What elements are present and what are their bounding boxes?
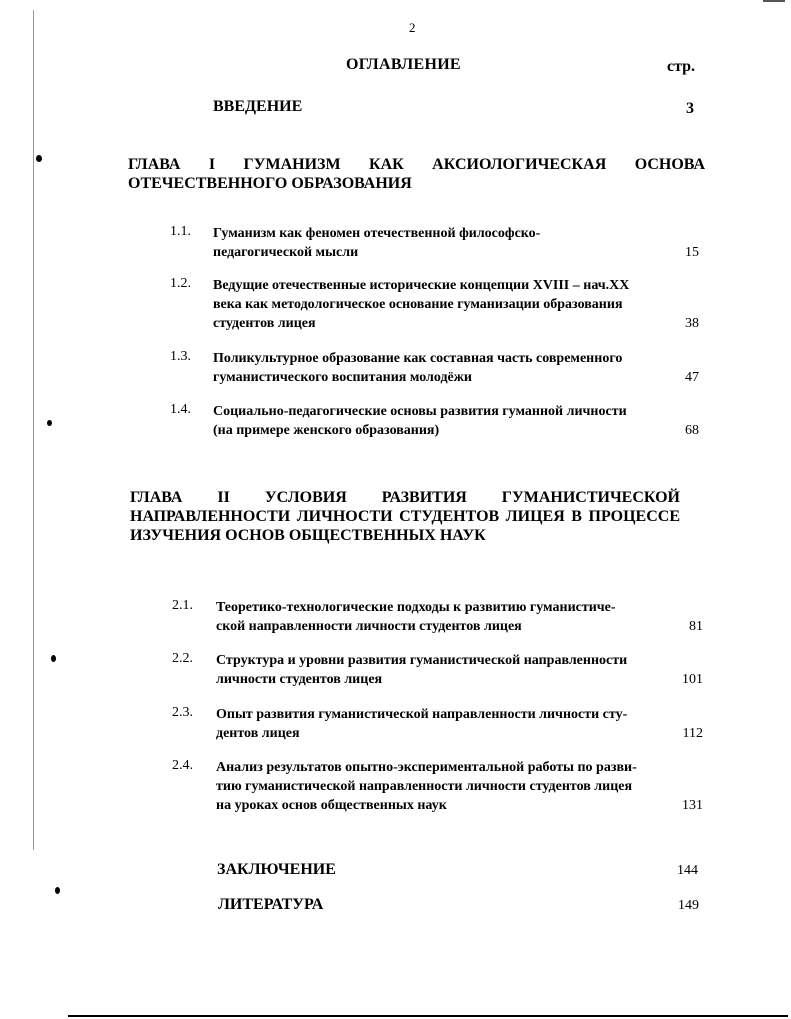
- entry-last-line: [216, 796, 703, 815]
- margin-line: [33, 10, 34, 850]
- scan-mark: [763, 0, 785, 2]
- chapter-2-title: ГЛАВА II УСЛОВИЯ РАЗВИТИЯ ГУМАНИСТИЧЕСКОЙ НАПРАВЛЕННОСТИ ЛИЧНОСТИ СТУДЕНТОВ ЛИЦЕЯ В ПРОЦЕССЕ ИЗУЧЕНИЯ ОСНОВ ОБЩЕСТВЕННЫХ НАУК: [130, 489, 680, 544]
- entry-line: Ведущие отечественные исторические концепции XVIII – нач.XX: [213, 278, 630, 293]
- entry-line: Гуманизм как феномен отечественной философско-: [213, 226, 541, 241]
- toc-title: ОГЛАВЛЕНИЕ: [346, 56, 461, 73]
- entry-line: века как методологическое основание гуманизации образования: [213, 297, 623, 312]
- entry-line: Социально-педагогические основы развития гуманной личности: [213, 404, 627, 419]
- entry-page: 68: [685, 423, 699, 438]
- entry-page: 101: [682, 672, 703, 687]
- entry-last-line: [216, 670, 703, 689]
- entry-line: тию гуманистической направленности личности студентов лицея: [216, 779, 633, 794]
- intro-label: ВВЕДЕНИЕ: [213, 98, 303, 115]
- page-column-label: стр.: [667, 58, 696, 75]
- scan-dot: [36, 155, 42, 162]
- entry-number: 2.3.: [172, 705, 193, 720]
- entry-page: 131: [682, 798, 703, 813]
- entry-line: ской направленности личности студентов лицея: [216, 619, 522, 634]
- entry-last-line: [213, 421, 699, 440]
- toc-entry: [216, 758, 703, 815]
- entry-number: 1.2.: [170, 276, 191, 291]
- entry-page: 81: [689, 619, 703, 634]
- entry-number: 1.3.: [170, 349, 191, 364]
- entry-page: 112: [682, 726, 703, 741]
- entry-number: 1.4.: [170, 402, 191, 417]
- entry-last-line: [216, 724, 703, 743]
- bottom-rule: [68, 1015, 788, 1017]
- entry-line: Теоретико-технологические подходы к развитию гуманистиче-: [216, 600, 616, 615]
- entry-number: 2.2.: [172, 651, 193, 666]
- toc-entry: [213, 224, 699, 262]
- conclusion-page: 144: [677, 863, 698, 878]
- entry-line: Опыт развития гуманистической направленности личности сту-: [216, 707, 628, 722]
- literature-label: ЛИТЕРАТУРА: [218, 896, 324, 913]
- entry-line: Поликультурное образование как составная часть современного: [213, 351, 623, 366]
- entry-page: 47: [685, 370, 699, 385]
- toc-entry: [213, 276, 699, 333]
- scan-dot: [47, 420, 52, 426]
- literature-page: 149: [678, 898, 699, 913]
- entry-line: (на примере женского образования): [213, 423, 440, 438]
- entry-number: 2.4.: [172, 758, 193, 773]
- entry-number: 2.1.: [172, 598, 193, 613]
- entry-line: педагогической мысли: [213, 245, 359, 260]
- intro-page: 3: [686, 100, 694, 117]
- entry-last-line: [216, 617, 703, 636]
- toc-entry: [213, 402, 699, 440]
- entry-line: Анализ результатов опытно-экспериментальной работы по разви-: [216, 760, 637, 775]
- entry-line: Структура и уровни развития гуманистической направленности: [216, 653, 628, 668]
- entry-page: 38: [685, 316, 699, 331]
- toc-entry: [216, 651, 703, 689]
- entry-last-line: [213, 314, 699, 333]
- toc-entry: [216, 598, 703, 636]
- entry-line: на уроках основ общественных наук: [216, 798, 447, 813]
- entry-last-line: [213, 243, 699, 262]
- entry-line: личности студентов лицея: [216, 672, 383, 687]
- entry-last-line: [213, 368, 699, 387]
- entry-page: 15: [685, 245, 699, 260]
- page-number: 2: [409, 20, 416, 35]
- toc-entry: [216, 705, 703, 743]
- scan-dot: [51, 655, 56, 662]
- chapter-1-title: ГЛАВА I ГУМАНИЗМ КАК АКСИОЛОГИЧЕСКАЯ ОСНОВА ОТЕЧЕСТВЕННОГО ОБРАЗОВАНИЯ: [128, 156, 705, 192]
- entry-line: студентов лицея: [213, 316, 316, 331]
- entry-line: дентов лицея: [216, 726, 300, 741]
- scan-dot: [55, 887, 60, 894]
- entry-line: гуманистического воспитания молодёжи: [213, 370, 472, 385]
- toc-entry: [213, 349, 699, 387]
- entry-number: 1.1.: [170, 224, 191, 239]
- conclusion-label: ЗАКЛЮЧЕНИЕ: [217, 861, 336, 878]
